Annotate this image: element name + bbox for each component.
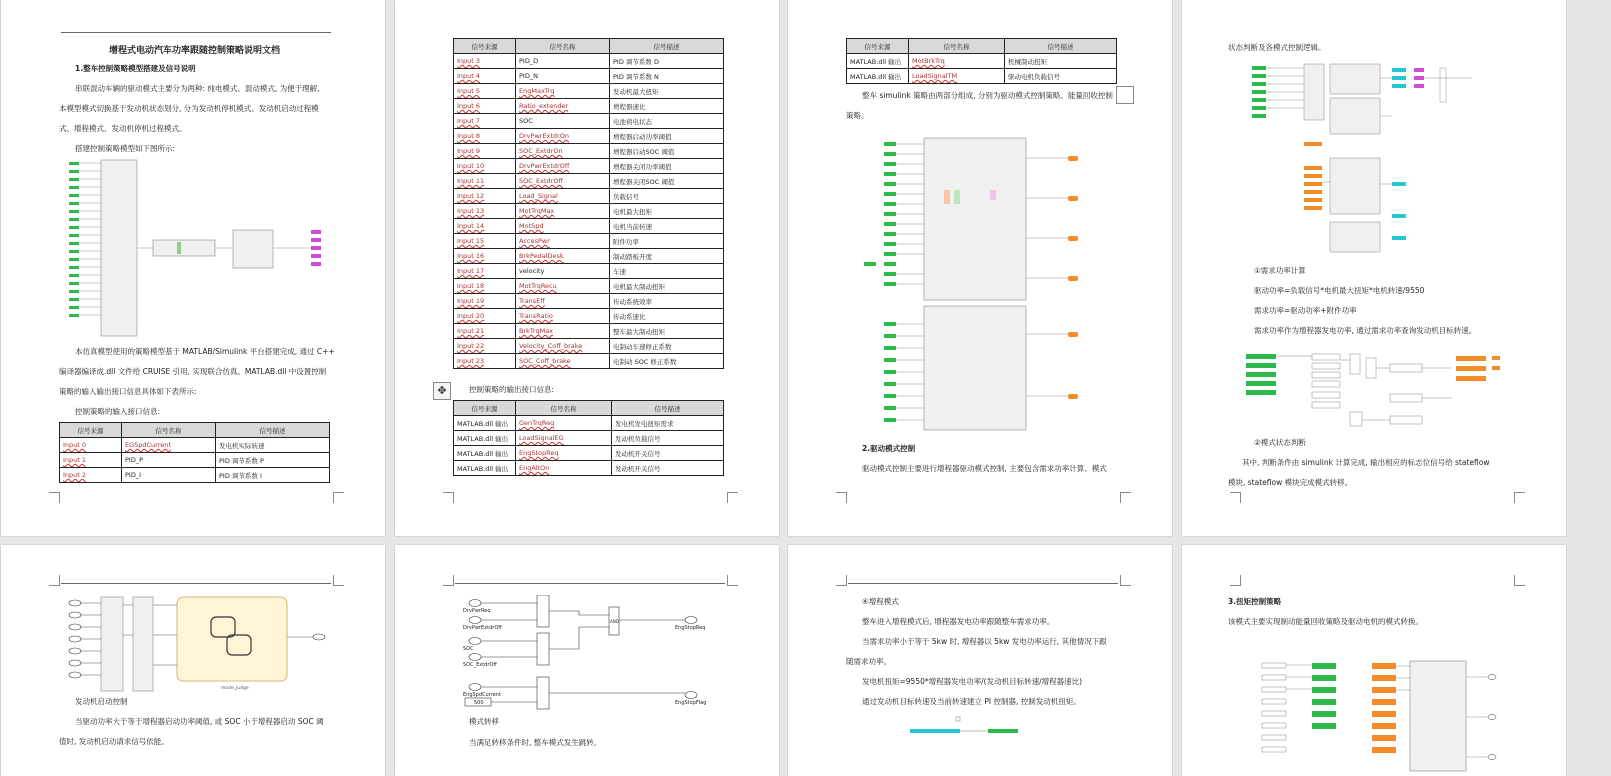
table-cell: MATLAB.dll 输出 <box>847 54 909 69</box>
table-cell: BrkPedalDesk <box>516 249 610 264</box>
table-cell: PID_I <box>122 468 216 483</box>
table-cell: TransEff <box>516 294 610 309</box>
table-cell: 电机最大扭矩 <box>610 204 724 219</box>
table-cell: EngStopReq <box>516 446 612 461</box>
table-header-row <box>454 401 724 416</box>
table-cell: Input 7 <box>454 114 516 129</box>
table-cell: 传动系速比 <box>610 309 724 324</box>
document-page-3 <box>788 0 1172 536</box>
table-cell: Input 17 <box>454 264 516 279</box>
table-row <box>454 431 724 446</box>
table-cell: PID 调节系数 N <box>610 69 724 84</box>
table-cell: 机械制动扭矩 <box>1005 54 1117 69</box>
stateflow-chart-label: mode_judge <box>221 686 249 691</box>
table-cell: 驱动电机负载信号 <box>1005 69 1117 84</box>
table-row <box>454 264 724 279</box>
paragraph-line: 策略的输入输出接口信息具体如下表所示: <box>59 387 197 396</box>
table-cell: Input 8 <box>454 129 516 144</box>
simulink-pi-controller-diagram <box>908 715 1028 739</box>
paragraph-line: 状态判断及各模式控制逻辑。 <box>1228 43 1326 52</box>
simulink-torque-control-diagram <box>1242 657 1512 775</box>
table-cell: MATLAB.dll 输出 <box>454 416 516 431</box>
paragraph-line: 需求功率作为增程器发电功率, 通过需求功率查询发动机目标转速。 <box>1254 326 1477 335</box>
table-cell: 整车最大制动扭矩 <box>610 324 724 339</box>
table-row <box>454 189 724 204</box>
table-cell: 增程器启动功率阈值 <box>610 129 724 144</box>
table-cell: EngAltOn <box>516 461 612 476</box>
table-cell: 增程器速比 <box>610 99 724 114</box>
table-cell: 发电机发电扭矩需求 <box>612 416 724 431</box>
table-row <box>454 294 724 309</box>
simulink-drive-mode-diagram <box>862 134 1132 434</box>
table-cell: 电制动车速修正系数 <box>610 339 724 354</box>
table-row <box>454 461 724 476</box>
table-header: 信号名称 <box>516 401 612 416</box>
table-header: 信号名称 <box>516 39 610 54</box>
paragraph-line: 该模式主要实现制动能量回收策略及驱动电机的模式转换。 <box>1228 617 1423 626</box>
equation-line: 发电机扭矩=9550*增程器发电功率/(发动机目标转速/增程器速比) <box>862 677 1083 686</box>
paragraph-line: 随需求功率。 <box>846 657 891 666</box>
equation-line: 需求功率=驱动功率+附件功率 <box>1254 306 1357 315</box>
table-cell: Input 4 <box>454 69 516 84</box>
port-label: EngStopReq <box>675 625 706 631</box>
table-cell: 传动系统效率 <box>610 294 724 309</box>
table-row <box>454 324 724 339</box>
paragraph-line: 本模型模式切换基于发动机状态划分, 分为发动机停机模式、发动机启动过程模 <box>59 104 319 113</box>
table-header: 信号来源 <box>847 39 909 54</box>
table-cell: Input 18 <box>454 279 516 294</box>
port-label: EngSpdCurrent <box>463 692 501 698</box>
table-cell: MATLAB.dll 输出 <box>454 431 516 446</box>
table-cell: Input 16 <box>454 249 516 264</box>
table-cell: velocity <box>516 264 610 279</box>
table-row <box>454 446 724 461</box>
table-cell: Input 5 <box>454 84 516 99</box>
paragraph-line: 驱动模式控制主要进行增程器驱动模式控制, 主要包含需求功率计算、模式 <box>862 464 1107 473</box>
document-page-6 <box>395 545 779 776</box>
table-row <box>60 468 330 483</box>
table-cell: 制动踏板开度 <box>610 249 724 264</box>
table-row <box>847 54 1117 69</box>
table-row <box>454 174 724 189</box>
table-cell: MotSpd <box>516 219 610 234</box>
list-item-heading: ④增程模式 <box>862 597 899 606</box>
table-row <box>454 416 724 431</box>
table-cell: SOC_ExtdrOn <box>516 144 610 159</box>
table-cell: PID 调节系数 I <box>216 468 330 483</box>
table-cell: Load_Signal <box>516 189 610 204</box>
table-row <box>454 219 724 234</box>
port-label: SOC_ExtdrOff <box>463 662 497 668</box>
table-caption: 控制策略的输出接口信息: <box>469 385 555 394</box>
table-cell: Input 15 <box>454 234 516 249</box>
table-header: 信号名称 <box>122 423 216 438</box>
simulink-mode-logic-diagram <box>1242 62 1512 258</box>
document-page-7 <box>788 545 1172 776</box>
table-row <box>454 114 724 129</box>
output-interface-table <box>453 400 724 476</box>
input-interface-table <box>59 422 330 483</box>
figure-caption: 搭建控制策略模型如下图所示: <box>75 144 176 153</box>
logic-block-label: AND <box>610 619 619 624</box>
table-cell: PID_D <box>516 54 610 69</box>
document-title: 增程式电动汽车功率跟随控制策略说明文档 <box>109 46 281 56</box>
table-cell: Input 10 <box>454 159 516 174</box>
table-cell: PID 调节系数 P <box>216 453 330 468</box>
section-heading-2: 2.驱动模式控制 <box>862 444 916 453</box>
table-header-row <box>60 423 330 438</box>
table-cell: Input 2 <box>60 468 122 483</box>
document-page-8 <box>1182 545 1566 776</box>
table-header: 信号描述 <box>216 423 330 438</box>
table-cell: GenTrqReq <box>516 416 612 431</box>
output-interface-table-continued <box>846 38 1117 84</box>
paragraph-line: 整车进入增程模式后, 增程器发电功率跟随整车需求功率。 <box>862 617 1055 626</box>
table-row <box>454 309 724 324</box>
table-header: 信号名称 <box>909 39 1005 54</box>
section-heading-1: 1.整车控制策略模型搭建及信号说明 <box>75 64 196 73</box>
list-item-heading: ①需求功率计算 <box>1254 266 1306 275</box>
table-header: 信号来源 <box>60 423 122 438</box>
table-cell: 发电机实际转速 <box>216 438 330 453</box>
port-label: SOC <box>463 646 474 652</box>
table-row <box>847 69 1117 84</box>
table-cell: 电机当前转速 <box>610 219 724 234</box>
table-cell: Input 1 <box>60 453 122 468</box>
paragraph-line: 当满足转移条件时, 整车模式发生跳转。 <box>469 738 602 747</box>
table-cell: 发动机最大扭矩 <box>610 84 724 99</box>
table-row <box>60 438 330 453</box>
table-row <box>454 354 724 369</box>
table-cell: Input 6 <box>454 99 516 114</box>
table-cell: 电制动 SOC 修正系数 <box>610 354 724 369</box>
table-cell: Input 13 <box>454 204 516 219</box>
table-cell: Input 14 <box>454 219 516 234</box>
table-cell: MotBrkTrq <box>909 54 1005 69</box>
table-cell: Input 3 <box>454 54 516 69</box>
table-row <box>454 129 724 144</box>
table-row <box>454 234 724 249</box>
table-cell: 增程器启动SOC 阈值 <box>610 144 724 159</box>
equation-line: 驱动功率=负载信号*电机最大扭矩*电机转速/9550 <box>1254 286 1425 295</box>
table-row <box>454 84 724 99</box>
table-header: 信号来源 <box>454 401 516 416</box>
table-cell: SOC <box>516 114 610 129</box>
port-label: EngStopFlag <box>675 700 707 706</box>
table-cell: LoadSignalEG <box>516 431 612 446</box>
document-page-2 <box>395 0 779 536</box>
simulink-power-calc-diagram <box>1242 350 1512 430</box>
document-page-5 <box>1 545 385 776</box>
table-cell: Input 9 <box>454 144 516 159</box>
table-cell: MATLAB.dll 输出 <box>454 446 516 461</box>
table-cell: EngMaxTrq <box>516 84 610 99</box>
table-cell: SOC_Coff_brake <box>516 354 610 369</box>
simulink-mode-transfer-diagram <box>461 595 721 715</box>
table-cell: 增程器关闭SOC 阈值 <box>610 174 724 189</box>
paragraph-line: 编译器编译成.dll 文件给 CRUISE 引用, 实现联合仿真。MATLAB.dll 中设置控制 <box>59 367 327 376</box>
table-cell: DrvPwrExtdrOn <box>516 129 610 144</box>
table-header: 信号描述 <box>612 401 724 416</box>
table-cell: 车速 <box>610 264 724 279</box>
port-label: DrvPwrReq <box>463 608 491 614</box>
table-caption: 控制策略的输入接口信息: <box>75 407 161 416</box>
table-row <box>60 453 330 468</box>
table-row <box>454 159 724 174</box>
table-cell: PID_N <box>516 69 610 84</box>
table-cell: Ratio_extender <box>516 99 610 114</box>
table-cell: Input 20 <box>454 309 516 324</box>
paragraph-line: 当驱动功率大于等于增程器启动功率阈值, 或 SOC 小于增程器启动 SOC 阈 <box>75 717 324 726</box>
table-cell: Input 21 <box>454 324 516 339</box>
table-row <box>454 204 724 219</box>
table-row <box>454 279 724 294</box>
figure-caption: 模式转移 <box>469 717 499 726</box>
table-cell: Input 0 <box>60 438 122 453</box>
simulink-model-overview <box>61 158 331 338</box>
table-row <box>454 99 724 114</box>
table-header-row <box>454 39 724 54</box>
table-row <box>454 249 724 264</box>
table-cell: PID_P <box>122 453 216 468</box>
paragraph-line: 当需求功率小于等于 5kw 时, 增程器以 5kw 发电功率运行, 其他情况下跟 <box>862 637 1107 646</box>
constant-value: 500 <box>474 700 484 706</box>
table-row <box>454 54 724 69</box>
table-cell: 发动机负载信号 <box>612 431 724 446</box>
paragraph-line: 模块, stateflow 模块完成模式转移。 <box>1228 478 1353 487</box>
table-cell: BrkTrqMax <box>516 324 610 339</box>
table-row <box>454 339 724 354</box>
table-cell: 发动机开关信号 <box>612 461 724 476</box>
table-cell: DrvPwrExtdrOff <box>516 159 610 174</box>
table-cell: TransRatio <box>516 309 610 324</box>
figure-caption: 发动机启动控制 <box>75 697 128 706</box>
table-cell: 负载信号 <box>610 189 724 204</box>
table-cell: LoadSignalTM <box>909 69 1005 84</box>
paragraph-line: 本仿真模型使用的策略模型基于 MATLAB/Simulink 平台搭建完成, 通过 C++ <box>75 347 335 356</box>
table-cell: Input 22 <box>454 339 516 354</box>
table-row <box>454 69 724 84</box>
table-cell: 发动机开关信号 <box>612 446 724 461</box>
table-header: 信号描述 <box>610 39 724 54</box>
table-cell: 电池荷电状态 <box>610 114 724 129</box>
table-header: 信号来源 <box>454 39 516 54</box>
table-cell: EGSpdCurrent <box>122 438 216 453</box>
table-header-row <box>847 39 1117 54</box>
table-cell: Input 19 <box>454 294 516 309</box>
list-item-heading: ②模式状态判断 <box>1254 438 1306 447</box>
paragraph-line: 策略。 <box>846 111 869 120</box>
paragraph-line: 串联混动车辆的驱动模式主要分为两种: 纯电模式、混动模式, 为便于理解, <box>75 84 320 93</box>
paragraph-line: 整车 simulink 策略由两部分组成, 分别为驱动模式控制策略、能量回收控制 <box>862 91 1113 100</box>
table-cell: Input 23 <box>454 354 516 369</box>
stateflow-mode-judge-diagram <box>61 595 341 695</box>
table-cell: MotTrqRecu <box>516 279 610 294</box>
paragraph-line: 式、增程模式、发动机停机过程模式。 <box>59 124 187 133</box>
table-row <box>454 144 724 159</box>
table-header: 信号描述 <box>1005 39 1117 54</box>
port-label: DrvPwrExtdrOff <box>463 625 502 631</box>
text-frame-marker <box>1116 86 1134 104</box>
table-cell: 增程器关闭功率阈值 <box>610 159 724 174</box>
paragraph-line: 其中, 判断条件由 simulink 计算完成, 输出相应的标志位信号给 stateflow <box>1242 458 1490 467</box>
table-cell: 附件功率 <box>610 234 724 249</box>
table-cell: 电机最大制动扭矩 <box>610 279 724 294</box>
table-cell: MATLAB.dll 输出 <box>847 69 909 84</box>
table-cell: SOC_ExtdrOff <box>516 174 610 189</box>
input-interface-table-continued <box>453 38 724 369</box>
table-cell: Input 11 <box>454 174 516 189</box>
table-cell: Velocity_Coff_brake <box>516 339 610 354</box>
paragraph-line: 值时, 发动机启动请求信号依能。 <box>59 737 169 746</box>
table-cell: MotTrqMax <box>516 204 610 219</box>
paragraph-line: 通过发动机目标转速及当前转速建立 PI 控制器, 控制发动机扭矩。 <box>862 697 1081 706</box>
table-cell: PID 调节系数 D <box>610 54 724 69</box>
document-page-4 <box>1182 0 1566 536</box>
table-move-handle-icon[interactable]: ✥ <box>433 382 451 400</box>
document-page-1 <box>1 0 385 536</box>
section-heading-3: 3.扭矩控制策略 <box>1228 597 1282 606</box>
table-cell: Input 12 <box>454 189 516 204</box>
table-cell: MATLAB.dll 输出 <box>454 461 516 476</box>
table-cell: AccesPwr <box>516 234 610 249</box>
